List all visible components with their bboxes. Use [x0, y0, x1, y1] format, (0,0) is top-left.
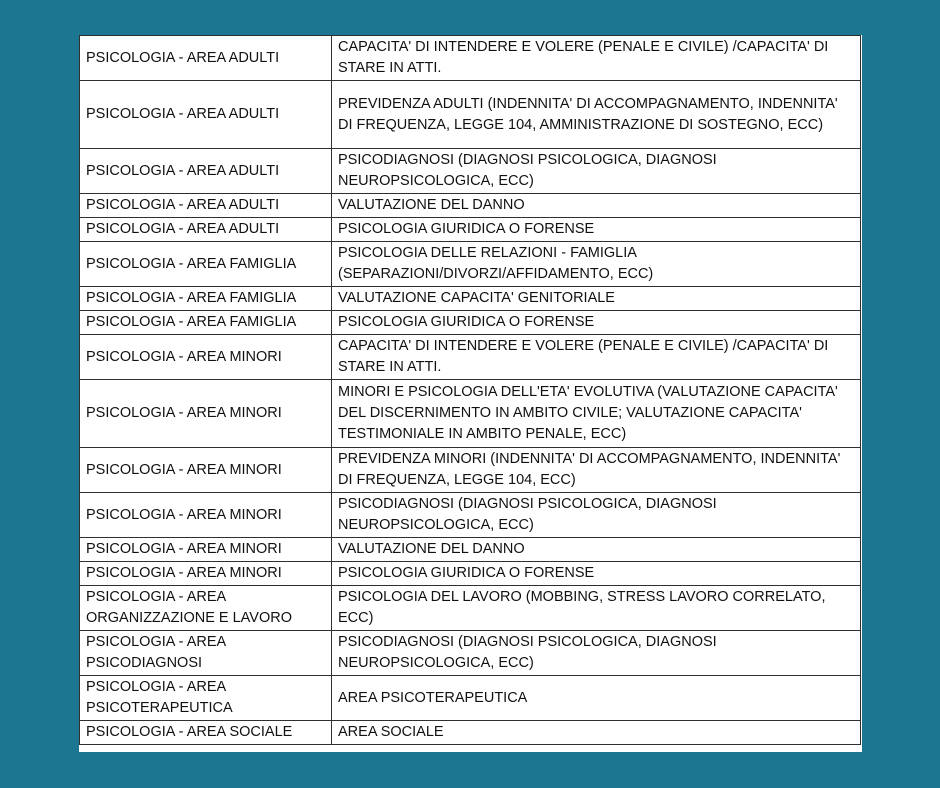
area-cell: PSICOLOGIA - AREA ADULTI — [80, 149, 332, 194]
description-cell: PSICOLOGIA GIURIDICA O FORENSE — [332, 311, 861, 335]
area-cell: PSICOLOGIA - AREA ADULTI — [80, 81, 332, 149]
area-cell: PSICOLOGIA - AREA MINORI — [80, 448, 332, 493]
table-row — [80, 311, 861, 335]
table-row — [80, 586, 861, 631]
area-cell: PSICOLOGIA - AREA ADULTI — [80, 218, 332, 242]
description-cell: PSICODIAGNOSI (DIAGNOSI PSICOLOGICA, DIAGNOSI NEUROPSICOLOGICA, ECC) — [332, 631, 861, 676]
area-cell: PSICOLOGIA - AREA FAMIGLIA — [80, 287, 332, 311]
description-cell: PSICODIAGNOSI (DIAGNOSI PSICOLOGICA, DIAGNOSI NEUROPSICOLOGICA, ECC) — [332, 493, 861, 538]
description-cell: VALUTAZIONE DEL DANNO — [332, 538, 861, 562]
table-row — [80, 448, 861, 493]
area-cell: PSICOLOGIA - AREA PSICOTERAPEUTICA — [80, 676, 332, 721]
area-cell: PSICOLOGIA - AREA MINORI — [80, 493, 332, 538]
table-row — [80, 242, 861, 287]
table-row — [80, 676, 861, 721]
table-row — [80, 721, 861, 745]
table-row — [80, 81, 861, 149]
description-cell: AREA PSICOTERAPEUTICA — [332, 676, 861, 721]
area-cell: PSICOLOGIA - AREA ADULTI — [80, 194, 332, 218]
area-cell: PSICOLOGIA - AREA MINORI — [80, 380, 332, 448]
description-cell: PSICOLOGIA DELLE RELAZIONI - FAMIGLIA (SEPARAZIONI/DIVORZI/AFFIDAMENTO, ECC) — [332, 242, 861, 287]
psychology-areas-table — [79, 35, 861, 745]
table-row — [80, 218, 861, 242]
table-row — [80, 631, 861, 676]
table-row — [80, 538, 861, 562]
area-cell: PSICOLOGIA - AREA PSICODIAGNOSI — [80, 631, 332, 676]
description-cell: PSICOLOGIA GIURIDICA O FORENSE — [332, 562, 861, 586]
table-row — [80, 335, 861, 380]
description-cell: VALUTAZIONE CAPACITA' GENITORIALE — [332, 287, 861, 311]
area-cell: PSICOLOGIA - AREA ADULTI — [80, 36, 332, 81]
description-cell: AREA SOCIALE — [332, 721, 861, 745]
document-sheet — [79, 35, 862, 752]
area-cell: PSICOLOGIA - AREA SOCIALE — [80, 721, 332, 745]
table-row — [80, 380, 861, 448]
area-cell: PSICOLOGIA - AREA FAMIGLIA — [80, 311, 332, 335]
area-cell: PSICOLOGIA - AREA ORGANIZZAZIONE E LAVORO — [80, 586, 332, 631]
table-row — [80, 149, 861, 194]
area-cell: PSICOLOGIA - AREA MINORI — [80, 335, 332, 380]
description-cell: PSICOLOGIA DEL LAVORO (MOBBING, STRESS LAVORO CORRELATO, ECC) — [332, 586, 861, 631]
table-row — [80, 194, 861, 218]
description-cell: PSICODIAGNOSI (DIAGNOSI PSICOLOGICA, DIAGNOSI NEUROPSICOLOGICA, ECC) — [332, 149, 861, 194]
area-cell: PSICOLOGIA - AREA MINORI — [80, 562, 332, 586]
table-row — [80, 287, 861, 311]
description-cell: PREVIDENZA ADULTI (INDENNITA' DI ACCOMPAGNAMENTO, INDENNITA' DI FREQUENZA, LEGGE 104, AMMINISTRAZIONE DI SOSTEGNO, ECC) — [332, 81, 861, 149]
table-row — [80, 36, 861, 81]
description-cell: MINORI E PSICOLOGIA DELL'ETA' EVOLUTIVA (VALUTAZIONE CAPACITA' DEL DISCERNIMENTO IN AMBITO CIVILE; VALUTAZIONE CAPACITA' TESTIMONIALE IN AMBITO PENALE, ECC) — [332, 380, 861, 448]
description-cell: PREVIDENZA MINORI (INDENNITA' DI ACCOMPAGNAMENTO, INDENNITA' DI FREQUENZA, LEGGE 104, ECC) — [332, 448, 861, 493]
table-row — [80, 562, 861, 586]
table-row — [80, 493, 861, 538]
area-cell: PSICOLOGIA - AREA MINORI — [80, 538, 332, 562]
table-body — [80, 36, 861, 745]
description-cell: PSICOLOGIA GIURIDICA O FORENSE — [332, 218, 861, 242]
description-cell: CAPACITA' DI INTENDERE E VOLERE (PENALE E CIVILE) /CAPACITA' DI STARE IN ATTI. — [332, 36, 861, 81]
area-cell: PSICOLOGIA - AREA FAMIGLIA — [80, 242, 332, 287]
description-cell: CAPACITA' DI INTENDERE E VOLERE (PENALE E CIVILE) /CAPACITA' DI STARE IN ATTI. — [332, 335, 861, 380]
description-cell: VALUTAZIONE DEL DANNO — [332, 194, 861, 218]
